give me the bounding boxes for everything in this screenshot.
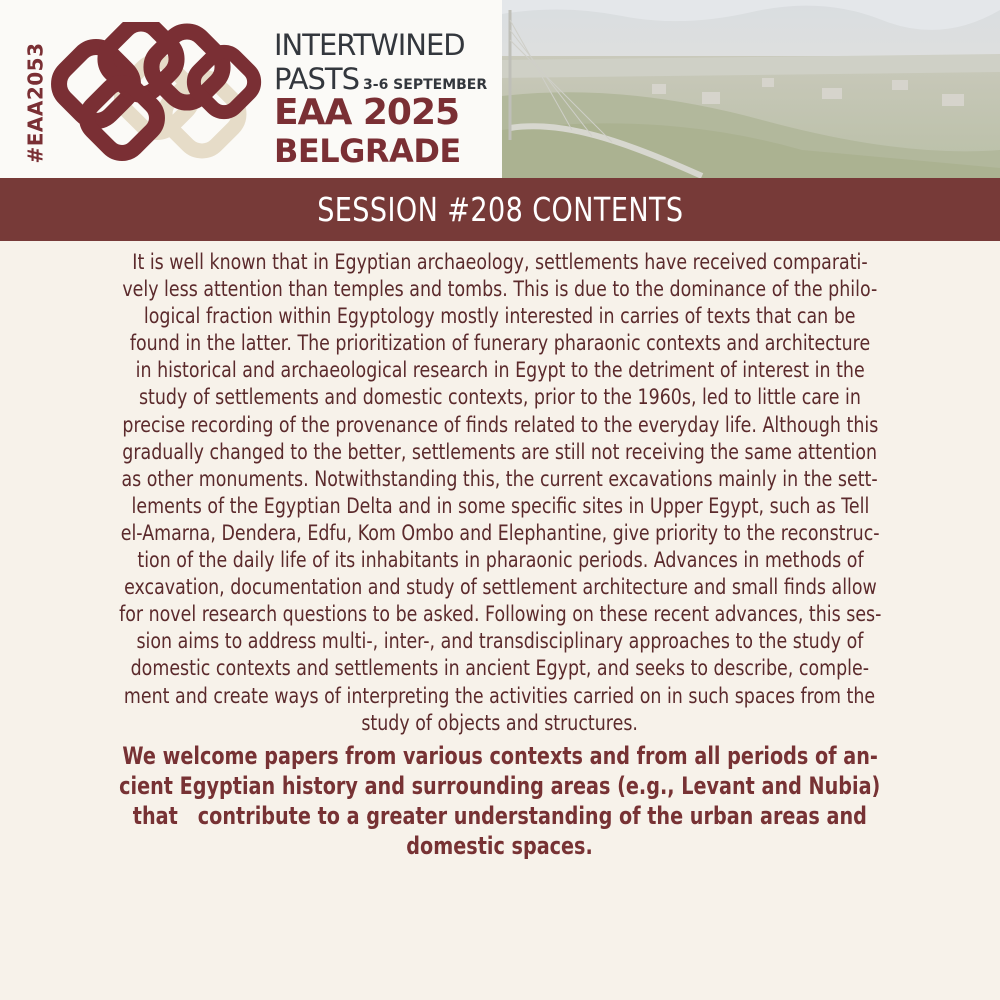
paragraph-line: vely less attention than temples and tombs. This is due to the dominance of the philo-: [122, 277, 878, 302]
call-for-papers-line: We welcome papers from various contexts and from all periods of an-: [122, 741, 878, 770]
paragraph-line: lements of the Egyptian Delta and in some specific sites in Upper Egypt, such as Tell: [131, 493, 869, 518]
paragraph-line: ment and create ways of interpreting the activities carried on in such spaces from the: [124, 683, 876, 708]
paragraph-line: precise recording of the provenance of finds related to the everyday life. Although this: [122, 412, 878, 437]
session-description: [6, 249, 994, 995]
paragraph-line: for novel research questions to be asked. Following on these recent advances, this ses-: [118, 602, 882, 627]
call-for-papers-line: that contribute to a greater understanding of the urban areas and: [132, 801, 868, 830]
paragraph-line: sion aims to address multi-, inter-, and transdisciplinary approaches to the study of: [136, 629, 864, 654]
interlaced-knot-logo-icon: [48, 22, 262, 168]
belgrade-cityscape-image: [502, 0, 1000, 178]
logo-line-eaa-2025: EAA 2025: [274, 92, 460, 133]
paragraph-line: excavation, documentation and study of settlement architecture and small finds allow: [123, 575, 877, 600]
header-banner: [0, 0, 1000, 178]
hashtag-text: #EAA2053: [24, 42, 49, 164]
paragraph-line: tion of the daily life of its inhabitants in pharaonic periods. Advances in methods of: [136, 548, 864, 573]
paragraph-line: study of settlements and domestic contexts, prior to the 1960s, led to little care in: [139, 385, 861, 410]
paragraph-line: It is well known that in Egyptian archaeology, settlements have received comparati-: [132, 250, 868, 274]
logo-word-pasts: PASTS: [274, 62, 360, 96]
paragraph-line: study of objects and structures.: [361, 710, 639, 735]
paragraph-line: gradually changed to the better, settlements are still not receiving the same attention: [122, 439, 878, 464]
logo-line-intertwined: INTERTWINED: [274, 28, 465, 62]
paragraph-line: in historical and archaeological research in Egypt to the detriment of interest in the: [135, 358, 865, 383]
hashtag-label: [22, 44, 50, 162]
paragraph-line: as other monuments. Notwithstanding this, the current excavations mainly in the sett-: [121, 466, 879, 491]
session-title: SESSION #208 CONTENTS: [316, 190, 684, 229]
logo-line-belgrade: BELGRADE: [274, 132, 461, 170]
paragraph-line: domestic contexts and settlements in ancient Egypt, and seeks to describe, comple-: [130, 656, 870, 681]
paragraph-line: el-Amarna, Dendera, Edfu, Kom Ombo and Elephantine, give priority to the reconstruc-: [120, 520, 880, 545]
logo-line-pasts: [274, 62, 487, 96]
paragraph-line: logical fraction within Egyptology mostly interested in carries of texts that can be: [144, 304, 856, 329]
session-title-bar: [0, 178, 1000, 241]
paragraph-line: found in the latter. The prioritization of funerary pharaonic contexts and architecture: [129, 331, 871, 356]
call-for-papers-line: cient Egyptian history and surrounding areas (e.g., Levant and Nubia): [119, 771, 881, 800]
conference-logo-text: [270, 28, 498, 168]
call-for-papers-line: domestic spaces.: [406, 831, 594, 860]
logo-dates: 3-6 SEPTEMBER: [363, 77, 488, 93]
